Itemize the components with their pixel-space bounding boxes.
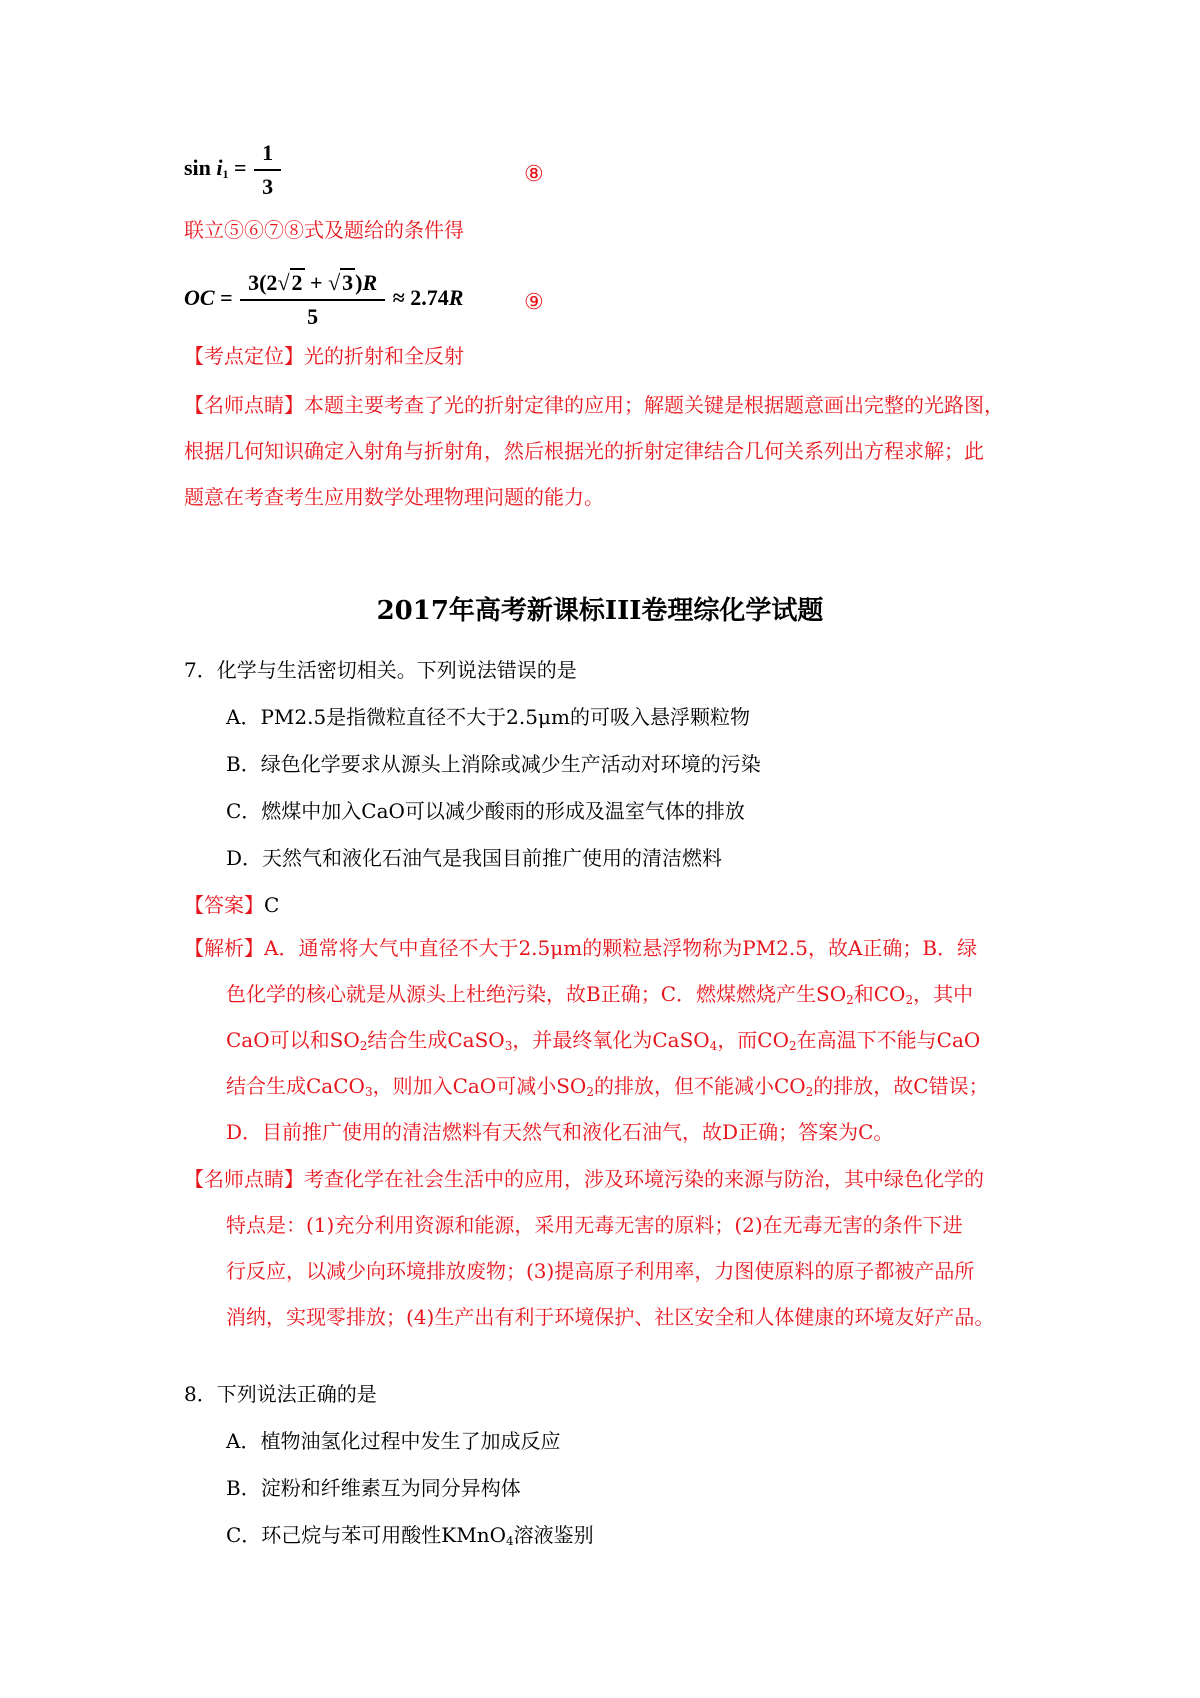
q7-stem: 7．化学与生活密切相关。下列说法错误的是 <box>184 658 577 682</box>
mingshi-label: 【名师点睛】 <box>184 1167 304 1191</box>
q7-option-b: B．绿色化学要求从源头上消除或减少生产活动对环境的污染 <box>226 752 761 776</box>
kaodian-dingwei <box>184 342 464 370</box>
fraction: $\frac{3(2√2 + √3)R}{5}$ <box>244 270 381 330</box>
q8-stem: 8．下列说法正确的是 <box>184 1382 377 1406</box>
mingshi-label: 【名师点睛】 <box>184 393 304 417</box>
equation-9: OC = $\frac{3(2√2 + √3)R}{5}$ ≈ 2.74R <box>184 270 464 329</box>
q8-option-b: B．淀粉和纤维素互为同分异构体 <box>226 1476 521 1500</box>
equation-8: $\sin i_1$ = $\frac{1}{3}$ <box>184 140 283 200</box>
q7-option-c: C．燃煤中加入CaO可以减少酸雨的形成及温室气体的排放 <box>226 799 745 823</box>
combine-text: 联立⑤⑥⑦⑧式及题给的条件得 <box>184 218 464 242</box>
q7-option-d: D．天然气和液化石油气是我国目前推广使用的清洁燃料 <box>226 846 723 870</box>
analysis-label: 【解析】 <box>184 936 264 960</box>
equation-tag-8: ⑧ <box>524 162 544 187</box>
q7-answer <box>184 891 279 919</box>
fraction: $\frac{1}{3}$ <box>258 140 277 200</box>
q8-option-c: C．环己烷与苯可用酸性KMnO$_4$溶液鉴别 <box>226 1523 594 1548</box>
physics-mingshi-dianjing: 【名师点睛】本题主要考查了光的折射定律的应用；解题关键是根据题意画出完整的光路图， 根据几何知识确定入射角与折射角，然后根据光的折射定律结合几何关系列出方程求解；此 题意在考查考生应用数学处理物理问题的能力。 <box>184 393 1004 509</box>
q7-option-a: A．PM2.5是指微粒直径不大于2.5μm的可吸入悬浮颗粒物 <box>226 705 750 729</box>
q7-analysis: 【解析】A．通常将大气中直径不大于2.5μm的颗粒悬浮物称为PM2.5，故A正确；B．绿 色化学的核心就是从源头上杜绝污染，故B正确；C．燃煤燃烧产生$SO_2$和$CO_2$，其中 CaO可以和$SO_2$结合生成CaSO$_3$，并最终氧化为CaSO$_4$，而$CO_2$在高温下不能与CaO 结合生成CaCO$_3$，则加入CaO可减小$SO_2$的排放，但不能减小$CO_2$的排放，故C错误； D．目前推广使用的清洁燃料有天然气和液化石油气，故D正确；答案为C。 <box>184 936 989 1144</box>
answer-label: 【答案】 <box>184 893 264 917</box>
kaodian-text: 光的折射和全反射 <box>304 344 464 368</box>
answer-value: C <box>264 893 280 917</box>
section-title: 2017年高考新课标III卷理综化学试题 <box>376 596 824 626</box>
equation-tag-9: ⑨ <box>524 290 544 315</box>
q8-option-a: A．植物油氢化过程中发生了加成反应 <box>226 1429 561 1453</box>
q7-mingshi-dianjing: 【名师点睛】考查化学在社会生活中的应用，涉及环境污染的来源与防治，其中绿色化学的 特点是：(1)充分利用资源和能源，采用无毒无害的原料；(2)在无毒无害的条件下进 行反应，以减少向环境排放废物；(3)提高原子利用率，力图使原料的原子都被产品所 消纳，实现零排放；(4)生产出有利于环境保护、社区安全和人体健康的环境友好产品。 <box>184 1167 995 1329</box>
kaodian-label: 【考点定位】 <box>184 344 304 368</box>
